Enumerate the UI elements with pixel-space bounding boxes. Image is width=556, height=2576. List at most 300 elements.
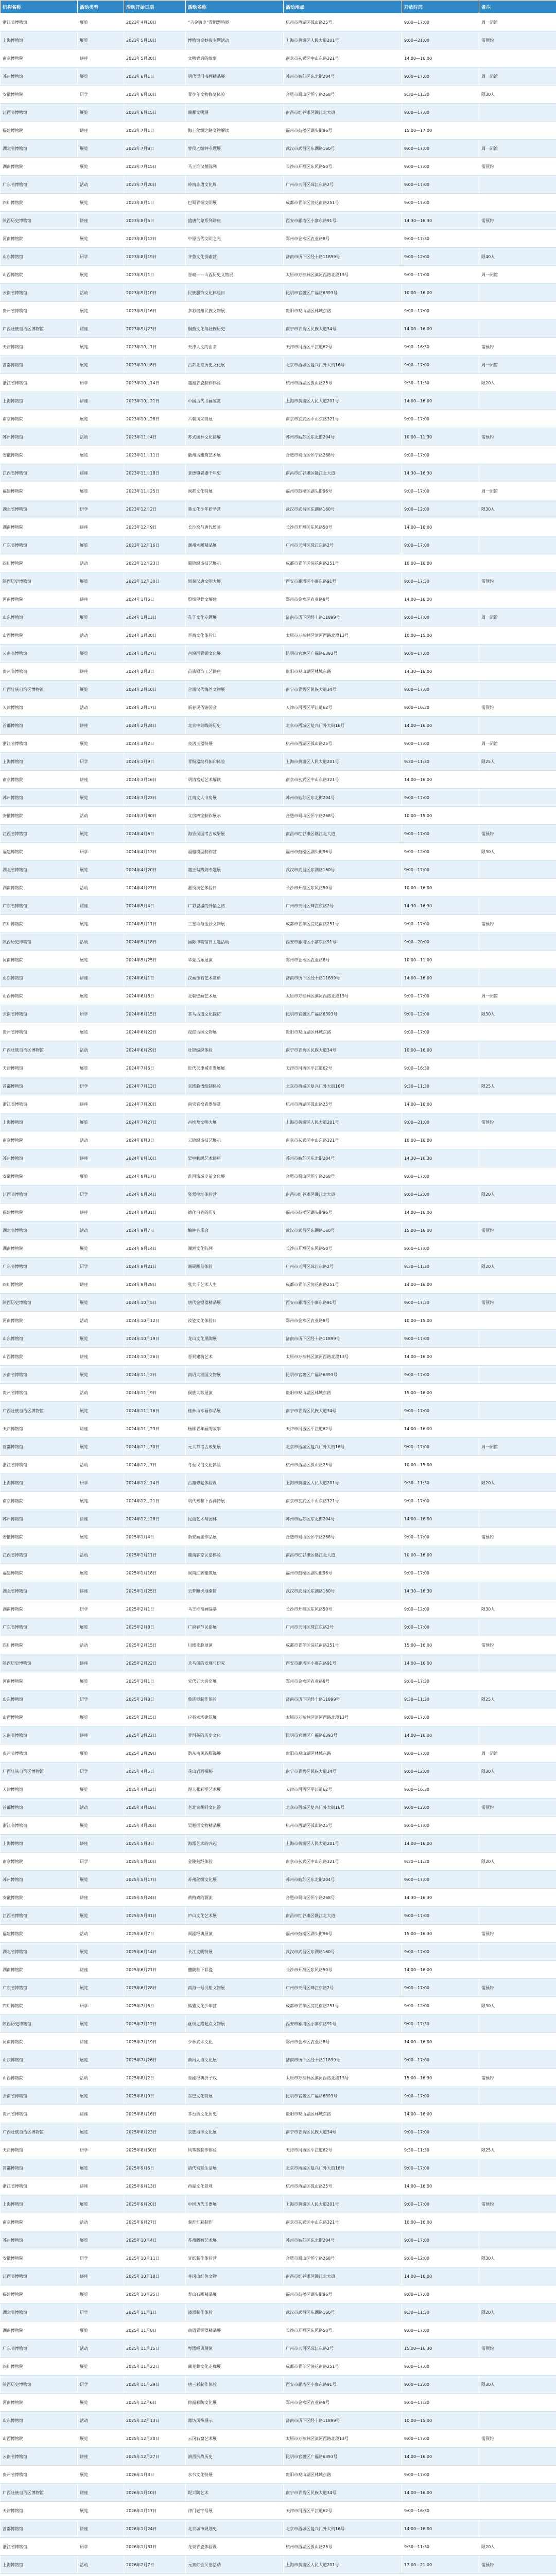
table-row [1, 969, 556, 987]
cell-location: 成都市青羊区浣花南路251号 [284, 554, 402, 572]
cell-event-name: 宋代五大名窑展 [186, 1672, 284, 1690]
cell-opening-hours: 9:00—17:00 [402, 176, 479, 194]
cell-start-date: 2026年1月24日 [124, 2520, 186, 2538]
cell-start-date: 2025年9月13日 [124, 2177, 186, 2195]
cell-institution: 上海博物馆 [1, 2556, 78, 2574]
cell-location: 南宁市青秀区民族大道34号 [284, 1041, 402, 1059]
cell-event-name: 文房四宝制作展示 [186, 807, 284, 825]
cell-type: 展览 [78, 1781, 124, 1799]
cell-location: 贵阳市观山湖区林城东路 [284, 302, 402, 320]
cell-remarks: 周一闭馆 [479, 356, 556, 374]
cell-start-date: 2024年5月11日 [124, 915, 186, 933]
cell-location: 合肥市蜀山区怀宁路268号 [284, 446, 402, 464]
cell-location: 成都市青羊区浣花南路251号 [284, 1636, 402, 1654]
cell-location: 南昌市红谷滩区赣江北大道 [284, 1546, 402, 1564]
table-row [1, 1690, 556, 1708]
cell-opening-hours: 9:00—12:00 [402, 1005, 479, 1023]
cell-location: 南京市玄武区中山东路321号 [284, 2213, 402, 2231]
cell-location: 长沙市开福区东风路50号 [284, 1961, 402, 1979]
cell-opening-hours: 10:00—15:00 [402, 1456, 479, 1474]
cell-remarks [479, 1131, 556, 1149]
cell-institution [1, 2574, 78, 2576]
cell-remarks [479, 897, 556, 915]
cell-start-date: 2025年7月26日 [124, 2051, 186, 2069]
cell-type: 展览 [78, 2159, 124, 2177]
table-row [1, 1095, 556, 1113]
cell-remarks: 周一闭馆 [479, 13, 556, 31]
cell-opening-hours: 14:00—16:00 [402, 590, 479, 608]
cell-type: 活动 [78, 1041, 124, 1059]
cell-remarks [479, 194, 556, 212]
cell-type: 展览 [78, 572, 124, 590]
cell-event-name: 新春民俗游园会 [186, 699, 284, 717]
cell-type: 讲座 [78, 2177, 124, 2195]
cell-type: 活动 [78, 626, 124, 645]
cell-opening-hours: 9:30—11:30 [402, 1077, 479, 1095]
cell-location: 天津市河西区平江道62号 [284, 2502, 402, 2520]
cell-institution: 山东博物馆 [1, 1690, 78, 1708]
cell-opening-hours: 14:00—16:00 [402, 2484, 479, 2502]
cell-remarks [479, 1708, 556, 1726]
cell-start-date: 2024年9月7日 [124, 1222, 186, 1240]
cell-start-date: 2026年1月17日 [124, 2502, 186, 2520]
cell-start-date: 2024年4月13日 [124, 843, 186, 861]
cell-institution: 安徽博物院 [1, 1167, 78, 1185]
cell-type: 展览 [78, 2231, 124, 2249]
cell-start-date: 2024年6月22日 [124, 1023, 186, 1041]
cell-remarks: 需预约 [479, 2069, 556, 2087]
cell-start-date: 2024年10月12日 [124, 1312, 186, 1330]
cell-start-date: 2024年8月10日 [124, 1149, 186, 1167]
cell-location: 南昌市红谷滩区赣江北大道 [284, 1907, 402, 1925]
cell-type: 研学 [78, 1600, 124, 1618]
cell-location: 贵阳市观山湖区林城东路 [284, 1023, 402, 1041]
cell-type: 活动 [78, 1636, 124, 1654]
cell-event-name: 秦淮灯彩制作 [186, 2213, 284, 2231]
cell-remarks [479, 717, 556, 735]
cell-opening-hours: 14:00—16:00 [402, 1961, 479, 1979]
cell-start-date: 2025年8月9日 [124, 2087, 186, 2105]
cell-event-name: 福船模型制作营 [186, 843, 284, 861]
cell-start-date: 2023年10月1日 [124, 338, 186, 356]
cell-type: 活动 [78, 176, 124, 194]
table-row [1, 2448, 556, 2466]
cell-opening-hours: 14:00—16:00 [402, 1276, 479, 1294]
cell-start-date: 2023年9月1日 [124, 266, 186, 284]
table-row [1, 897, 556, 915]
table-row [1, 1889, 556, 1907]
cell-institution: 河南博物院 [1, 1672, 78, 1690]
cell-event-name: 瓷器拉坯体验营 [186, 1185, 284, 1204]
cell-institution: 湖北省博物馆 [1, 1582, 78, 1600]
cell-remarks [479, 2448, 556, 2466]
cell-event-name: 闽南红砖建筑展 [186, 1564, 284, 1582]
cell-remarks: 周一闭馆 [479, 987, 556, 1005]
cell-start-date: 2023年11月18日 [124, 464, 186, 482]
cell-type: 研学 [78, 2303, 124, 2321]
cell-opening-hours: 9:00—17:00 [402, 2231, 479, 2249]
cell-location: 西安市雁塔区小寨东路91号 [284, 1294, 402, 1312]
cell-remarks: 限20人 [479, 2538, 556, 2556]
cell-event-name: 青少年文物修复体验 [186, 86, 284, 104]
cell-institution: 湖南博物院 [1, 518, 78, 536]
cell-location: 太原市万柏林区滨河西路北段13号 [284, 987, 402, 1005]
cell-event-name: 漆器制作体验 [186, 2303, 284, 2321]
cell-type [78, 2574, 124, 2576]
table-row [1, 1420, 556, 1438]
cell-location: 上海市黄浦区人民大道201号 [284, 392, 402, 410]
cell-event-name: 茶马古道文化探访 [186, 1005, 284, 1023]
cell-start-date: 2025年4月19日 [124, 1799, 186, 1817]
cell-institution: 福建博物院 [1, 2285, 78, 2303]
cell-location: 合肥市蜀山区怀宁路268号 [284, 2249, 402, 2267]
cell-opening-hours: 9:30—11:30 [402, 1474, 479, 1492]
cell-institution: 江西省博物馆 [1, 1907, 78, 1925]
cell-start-date: 2023年8月1日 [124, 194, 186, 212]
table-row [1, 1708, 556, 1726]
cell-location: 上海市黄浦区人民大道201号 [284, 753, 402, 771]
cell-opening-hours: 9:00—17:00 [402, 13, 479, 31]
cell-type: 展览 [78, 1167, 124, 1185]
cell-institution: 广东省博物馆 [1, 1618, 78, 1636]
cell-event-name: 云锦织造技艺展示 [186, 1131, 284, 1149]
cell-start-date: 2023年7月1日 [124, 122, 186, 140]
cell-opening-hours: 9:00—17:00 [402, 67, 479, 86]
cell-type: 活动 [78, 699, 124, 717]
cell-event-name: 黄梅戏的源流 [186, 1889, 284, 1907]
cell-location: 西安市雁塔区小寨东路91号 [284, 933, 402, 951]
cell-institution: 山东博物馆 [1, 2051, 78, 2069]
cell-remarks: 需预约 [479, 428, 556, 446]
cell-remarks: 限25人 [479, 1077, 556, 1095]
cell-location: 长沙市开福区东风路50号 [284, 518, 402, 536]
cell-location: 郑州市金水区农业路8号 [284, 1672, 402, 1690]
table-row [1, 1185, 556, 1204]
cell-opening-hours: 9:00—17:00 [402, 536, 479, 554]
cell-opening-hours: 9:00—16:30 [402, 699, 479, 717]
cell-remarks [479, 176, 556, 194]
cell-remarks [479, 446, 556, 464]
cell-location: 福州市鼓楼区湖头街96号 [284, 482, 402, 500]
table-row [1, 31, 556, 49]
cell-location: 北京市西城区复兴门外大街16号 [284, 1799, 402, 1817]
cell-location: 杭州市西湖区孤山路25号 [284, 1456, 402, 1474]
cell-remarks: 需预约 [479, 2430, 556, 2448]
cell-location: 北京市西城区复兴门外大街16号 [284, 717, 402, 735]
cell-type: 展览 [78, 2394, 124, 2412]
cell-opening-hours: 14:00—16:00 [402, 1420, 479, 1438]
cell-institution: 苏州博物馆 [1, 67, 78, 86]
cell-type: 讲座 [78, 590, 124, 608]
cell-event-name: 丝绸之路起点文物展 [186, 2015, 284, 2033]
cell-start-date: 2025年8月30日 [124, 2141, 186, 2159]
cell-event-name: 古埃及文明大展 [186, 1113, 284, 1131]
cell-location: 西安市雁塔区小寨东路91号 [284, 2015, 402, 2033]
cell-start-date: 2023年9月23日 [124, 320, 186, 338]
cell-event-name: 徽州古建筑艺术展 [186, 446, 284, 464]
cell-start-date: 2025年5月24日 [124, 1889, 186, 1907]
cell-type: 讲座 [78, 2267, 124, 2285]
cell-start-date: 2025年12月27日 [124, 2448, 186, 2466]
cell-opening-hours: 9:00—17:00 [402, 266, 479, 284]
cell-event-name: 铜鼓文化与壮族历史 [186, 320, 284, 338]
cell-event-name: 古都北京历史文化展 [186, 356, 284, 374]
cell-opening-hours: 9:00—17:30 [402, 2394, 479, 2412]
cell-type: 活动 [78, 1799, 124, 1817]
cell-opening-hours: 9:00—17:00 [402, 104, 479, 122]
cell-start-date: 2023年4月18日 [124, 13, 186, 31]
cell-institution: 贵州省博物馆 [1, 1384, 78, 1402]
table-row [1, 518, 556, 536]
cell-institution: 湖南博物院 [1, 1600, 78, 1618]
cell-remarks: 限20人 [479, 2303, 556, 2321]
cell-institution: 浙江省博物馆 [1, 2538, 78, 2556]
cell-opening-hours: 9:00—17:00 [402, 2321, 479, 2340]
cell-remarks [479, 1564, 556, 1582]
cell-remarks [479, 1618, 556, 1636]
cell-type: 研学 [78, 2249, 124, 2267]
cell-institution: 安徽博物院 [1, 1528, 78, 1546]
table-row [1, 2051, 556, 2069]
cell-remarks [479, 1492, 556, 1510]
cell-start-date: 2023年12月30日 [124, 572, 186, 590]
cell-institution: 南京博物院 [1, 49, 78, 67]
cell-institution: 河南博物院 [1, 590, 78, 608]
cell-location: 昆明市官渡区广福路6393号 [284, 2448, 402, 2466]
cell-type: 活动 [78, 933, 124, 951]
cell-event-name: 南海一号沉船文物展 [186, 1979, 284, 1997]
cell-location: 天津市河西区平江道62号 [284, 1781, 402, 1799]
cell-remarks [479, 1726, 556, 1744]
cell-start-date: 2023年12月2日 [124, 500, 186, 518]
cell-institution: 首都博物馆 [1, 2520, 78, 2538]
cell-start-date: 2025年6月14日 [124, 1943, 186, 1961]
cell-institution: 广西壮族自治区博物馆 [1, 1041, 78, 1059]
cell-start-date: 2024年12月28日 [124, 1510, 186, 1528]
cell-location: 太原市万柏林区滨河西路北段13号 [284, 266, 402, 284]
cell-opening-hours: 14:00—16:00 [402, 1204, 479, 1222]
cell-start-date: 2024年12月7日 [124, 1456, 186, 1474]
cell-opening-hours: 15:00—16:30 [402, 2340, 479, 2358]
cell-institution: 福建博物院 [1, 122, 78, 140]
cell-event-name: 赣鄱文明展 [186, 104, 284, 122]
cell-opening-hours: 9:00—12:00 [402, 2249, 479, 2267]
cell-institution: 浙江省博物馆 [1, 1095, 78, 1113]
cell-remarks [479, 1817, 556, 1835]
table-row [1, 446, 556, 464]
cell-institution: 湖南博物院 [1, 1961, 78, 1979]
cell-institution: 湖南博物院 [1, 158, 78, 176]
cell-event-name: 水书文化特展 [186, 2466, 284, 2484]
cell-opening-hours: 15:00—16:00 [402, 1384, 479, 1402]
table-row [1, 302, 556, 320]
cell-remarks [479, 1402, 556, 1420]
cell-location: 济南市历下区经十路11899号 [284, 1330, 402, 1348]
cell-start-date: 2024年10月5日 [124, 1294, 186, 1312]
cell-type: 展览 [78, 2015, 124, 2033]
cell-type: 展览 [78, 645, 124, 663]
cell-start-date: 2023年6月10日 [124, 86, 186, 104]
cell-type: 展览 [78, 1979, 124, 1997]
cell-start-date: 2026年2月7日 [124, 2556, 186, 2574]
cell-remarks: 需预约 [479, 699, 556, 717]
cell-type: 展览 [78, 1294, 124, 1312]
cell-opening-hours: 9:00—17:00 [402, 861, 479, 879]
cell-location: 南昌市红谷滩区赣江北大道 [284, 2267, 402, 2285]
cell-opening-hours: 9:00—17:00 [402, 2087, 479, 2105]
table-row [1, 1059, 556, 1077]
cell-location: 合肥市蜀山区怀宁路268号 [284, 86, 402, 104]
cell-type: 展览 [78, 13, 124, 31]
cell-remarks: 限20人 [479, 1474, 556, 1492]
cell-location: 贵阳市观山湖区林城东路 [284, 1384, 402, 1402]
cell-start-date: 2023年10月21日 [124, 392, 186, 410]
table-row [1, 1979, 556, 1997]
cell-institution: 陕西历史博物馆 [1, 933, 78, 951]
cell-event-name: 老北京胡同文化游 [186, 1799, 284, 1817]
table-row [1, 122, 556, 140]
cell-event-name: 海上丝绸之路文物解读 [186, 122, 284, 140]
cell-remarks: 需预约 [479, 212, 556, 230]
cell-institution: 贵州省博物馆 [1, 2105, 78, 2123]
cell-event-name: 侗族大歌展演 [186, 1384, 284, 1402]
cell-remarks: 限25人 [479, 753, 556, 771]
cell-institution: 陕西历史博物馆 [1, 1654, 78, 1672]
cell-institution: 广西壮族自治区博物馆 [1, 1762, 78, 1781]
cell-remarks [479, 1456, 556, 1474]
cell-start-date: 2023年11月11日 [124, 446, 186, 464]
cell-opening-hours: 9:00—17:00 [402, 2358, 479, 2376]
cell-type: 讲座 [78, 212, 124, 230]
cell-remarks [479, 1312, 556, 1330]
cell-institution: 山东博物馆 [1, 248, 78, 266]
cell-type: 研学 [78, 2141, 124, 2159]
cell-type: 展览 [78, 825, 124, 843]
cell-start-date: 2024年11月30日 [124, 1438, 186, 1456]
cell-institution: 福建博物院 [1, 1564, 78, 1582]
cell-event-name: 越窑青瓷制作体验 [186, 374, 284, 392]
cell-institution: 陕西历史博物馆 [1, 1294, 78, 1312]
cell-opening-hours: 10:00—16:00 [402, 554, 479, 572]
cell-institution: 四川博物院 [1, 1997, 78, 2015]
table-row [1, 104, 556, 122]
cell-event-name: 明清宫廷艺术解读 [186, 771, 284, 789]
cell-start-date: 2025年10月11日 [124, 2249, 186, 2267]
cell-remarks: 周一闭馆 [479, 67, 556, 86]
cell-event-name: 黄河入海文化展 [186, 2051, 284, 2069]
cell-remarks [479, 1654, 556, 1672]
cell-type: 讲座 [78, 1961, 124, 1979]
table-row [1, 2267, 556, 2285]
cell-institution: 山西博物院 [1, 266, 78, 284]
cell-type: 讲座 [78, 1204, 124, 1222]
cell-event-name: 海派艺术的兴起 [186, 1835, 284, 1853]
cell-location: 武汉市武昌区东湖路160号 [284, 1222, 402, 1240]
table-row [1, 2069, 556, 2087]
table-row [1, 2466, 556, 2484]
cell-start-date: 2023年8月5日 [124, 212, 186, 230]
cell-event-name: 宣纸制作体验营 [186, 2249, 284, 2267]
cell-opening-hours: 9:00—17:00 [402, 2195, 479, 2213]
cell-remarks [479, 933, 556, 951]
cell-remarks [479, 2267, 556, 2285]
table-row [1, 1348, 556, 1366]
cell-type: 展览 [78, 789, 124, 807]
table-row [1, 2394, 556, 2412]
cell-start-date: 2024年5月4日 [124, 897, 186, 915]
cell-start-date: 2023年5月18日 [124, 31, 186, 49]
cell-institution: 广西壮族自治区博物馆 [1, 2123, 78, 2141]
table-row [1, 2303, 556, 2321]
cell-institution: 安徽博物院 [1, 807, 78, 825]
cell-institution: 南京博物院 [1, 410, 78, 428]
cell-location: 昆明市官渡区广福路6393号 [284, 1366, 402, 1384]
cell-remarks [479, 1582, 556, 1600]
cell-type: 研学 [78, 1005, 124, 1023]
cell-start-date: 2024年11月16日 [124, 1402, 186, 1420]
table-row [1, 1384, 556, 1402]
cell-type: 讲座 [78, 1276, 124, 1294]
cell-opening-hours: 9:00—17:00 [402, 987, 479, 1005]
cell-location: 广州市天河区珠江东路2号 [284, 1618, 402, 1636]
cell-location: 昆明市官渡区广福路6393号 [284, 1726, 402, 1744]
cell-event-name: 江南文人书房展 [186, 789, 284, 807]
cell-start-date: 2025年2月8日 [124, 1618, 186, 1636]
cell-remarks: 需预约 [479, 2195, 556, 2213]
cell-event-name: 吴越国文物精品展 [186, 1817, 284, 1835]
cell-location: 南昌市红谷滩区赣江北大道 [284, 464, 402, 482]
cell-institution: 湖北省博物馆 [1, 1222, 78, 1240]
table-row [1, 428, 556, 446]
cell-location: 长沙市开福区东风路50号 [284, 879, 402, 897]
cell-remarks: 需预约 [479, 1528, 556, 1546]
cell-location: 郑州市金水区农业路8号 [284, 230, 402, 248]
cell-remarks [479, 1041, 556, 1059]
table-row [1, 2358, 556, 2376]
cell-event-name: 孔子文化专题展 [186, 608, 284, 626]
cell-type: 研学 [78, 1853, 124, 1871]
cell-event-name: 马王堆帛画临摹 [186, 1600, 284, 1618]
cell-event-name: 闽都文化特展 [186, 482, 284, 500]
cell-institution: 云南省博物馆 [1, 2448, 78, 2466]
cell-opening-hours: 9:00—17:30 [402, 230, 479, 248]
cell-type: 展览 [78, 1023, 124, 1041]
cell-type: 展览 [78, 1366, 124, 1384]
cell-event-name: 坭兴陶艺术 [186, 2484, 284, 2502]
cell-type: 展览 [78, 1330, 124, 1348]
cell-institution: 云南省博物馆 [1, 2087, 78, 2105]
cell-remarks: 限30人 [479, 843, 556, 861]
cell-opening-hours [402, 2574, 479, 2576]
cell-location: 广州市天河区珠江东路2号 [284, 536, 402, 554]
table-row [1, 2340, 556, 2358]
cell-institution: 山东博物馆 [1, 608, 78, 626]
table-row [1, 266, 556, 284]
cell-institution: 山东博物馆 [1, 1330, 78, 1348]
cell-institution: 天津博物馆 [1, 699, 78, 717]
cell-remarks [479, 663, 556, 681]
cell-institution: 浙江省博物馆 [1, 13, 78, 31]
table-row [1, 194, 556, 212]
cell-institution: 上海博物馆 [1, 392, 78, 410]
cell-start-date: 2025年8月16日 [124, 2105, 186, 2123]
cell-location: 武汉市武昌区东湖路160号 [284, 140, 402, 158]
cell-institution: 四川博物院 [1, 554, 78, 572]
cell-event-name: 明代郑和下西洋特展 [186, 1492, 284, 1510]
cell-type: 展览 [78, 410, 124, 428]
cell-opening-hours: 9:00—17:00 [402, 410, 479, 428]
cell-type: 讲座 [78, 717, 124, 735]
